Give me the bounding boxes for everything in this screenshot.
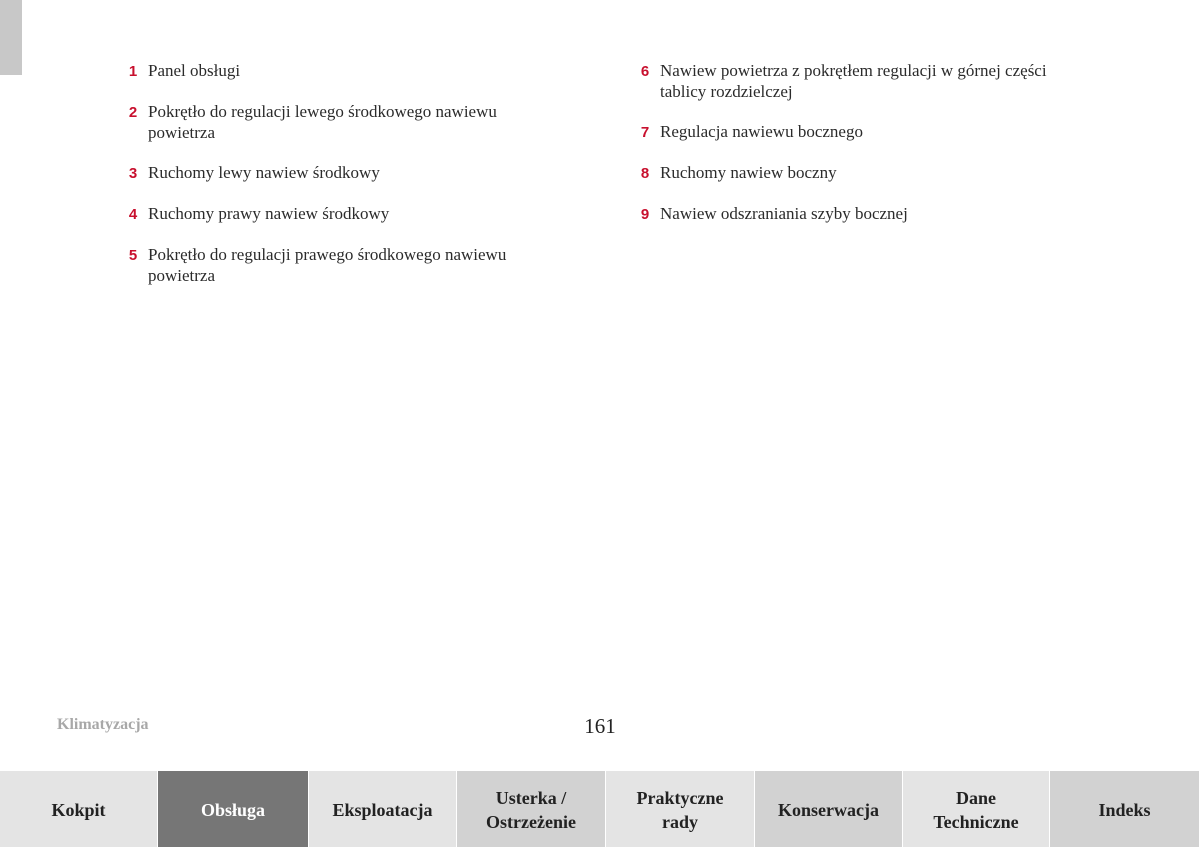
legend-item — [118, 60, 588, 82]
legend-number: 8 — [640, 165, 650, 182]
legend-text: Nawiew odszraniania szyby bocznej — [660, 204, 908, 223]
tab-label: Obsługa — [200, 800, 266, 820]
tab-eksploatacja[interactable] — [309, 771, 457, 847]
tab-obsluga[interactable] — [158, 771, 309, 847]
legend-item — [630, 203, 1110, 225]
tab-label: Praktyczne rady — [636, 788, 724, 832]
legend-list-left — [118, 60, 588, 305]
legend-item — [118, 203, 588, 225]
tab-kokpit[interactable] — [0, 771, 158, 847]
legend-number: 2 — [128, 104, 138, 121]
tab-konserwacja[interactable] — [755, 771, 903, 847]
tab-dane-techniczne[interactable] — [903, 771, 1050, 847]
legend-text: Ruchomy prawy nawiew środkowy — [148, 204, 390, 223]
legend-text: Ruchomy lewy nawiew środkowy — [148, 163, 380, 182]
tab-label: Kokpit — [51, 800, 106, 820]
tab-label: Indeks — [1098, 800, 1151, 820]
legend-text: Nawiew powietrza z pokrętłem regulacji w górnej części tablicy rozdzielczej — [660, 61, 1047, 101]
legend-number: 3 — [128, 165, 138, 182]
legend-number: 5 — [128, 247, 138, 264]
legend-number: 6 — [640, 63, 650, 80]
legend-list-right — [630, 60, 1110, 244]
tab-usterka-ostrzezenie[interactable] — [457, 771, 606, 847]
legend-text: Pokrętło do regulacji lewego środkowego nawiewu powietrza — [148, 102, 497, 142]
legend-item — [118, 244, 588, 286]
legend-number: 1 — [128, 63, 138, 80]
legend-number: 7 — [640, 124, 650, 141]
chapter-nav-bar — [0, 771, 1200, 847]
page-number: 161 — [584, 714, 616, 738]
legend-item — [630, 121, 1110, 143]
legend-item — [118, 162, 588, 184]
legend-item — [630, 162, 1110, 184]
legend-number: 4 — [128, 206, 138, 223]
tab-indeks[interactable] — [1050, 771, 1200, 847]
section-title: Klimatyzacja — [57, 716, 149, 733]
tab-label: Konserwacja — [778, 800, 879, 820]
legend-item — [118, 101, 588, 143]
legend-text: Regulacja nawiewu bocznego — [660, 122, 863, 141]
tab-label: Dane Techniczne — [933, 788, 1019, 832]
legend-item — [630, 60, 1110, 102]
tab-praktyczne-rady[interactable] — [606, 771, 755, 847]
tab-label: Eksploatacja — [332, 800, 433, 820]
tab-label: Usterka / Ostrzeżenie — [486, 788, 576, 832]
corner-section-marker — [0, 0, 22, 75]
legend-number: 9 — [640, 206, 650, 223]
legend-text: Ruchomy nawiew boczny — [660, 163, 837, 182]
legend-text: Panel obsługi — [148, 61, 241, 80]
legend-text: Pokrętło do regulacji prawego środkowego nawiewu powietrza — [148, 245, 507, 285]
